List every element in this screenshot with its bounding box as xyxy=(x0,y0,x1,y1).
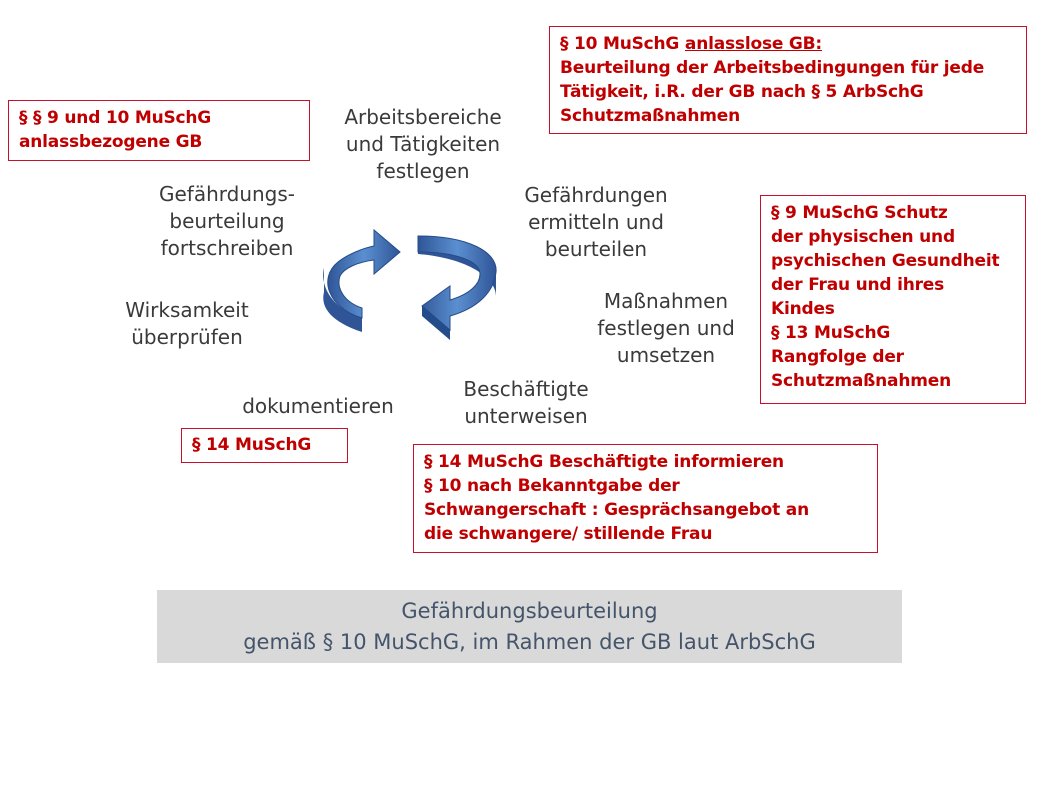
step-line: umsetzen xyxy=(616,343,716,367)
box-line: anlassbezogene GB xyxy=(19,132,203,152)
step-line: Beschäftigte xyxy=(463,377,589,401)
step-line: und Tätigkeiten xyxy=(345,132,501,156)
box-line: psychischen Gesundheit xyxy=(771,251,1000,271)
step-line: Gefährdungen xyxy=(524,183,668,207)
box-prefix: § 10 MuSchG xyxy=(560,34,685,54)
footer-subtitle: gemäß § 10 MuSchG, im Rahmen der GB laut ArbSchG xyxy=(243,630,816,654)
box-schutz-rangfolge xyxy=(760,195,1026,404)
box-line: Beurteilung der Arbeitsbedingungen für jede xyxy=(560,58,985,78)
step-instruct-employees xyxy=(440,376,612,430)
step-line: Maßnahmen xyxy=(603,289,729,313)
box-line: Schutzmaßnahmen xyxy=(771,371,951,391)
box-underlined: anlasslose GB: xyxy=(684,34,823,54)
step-define-work-areas xyxy=(333,104,513,185)
step-line: beurteilen xyxy=(544,237,648,261)
step-line: fortschreiben xyxy=(160,236,294,260)
box-dokumentation xyxy=(181,428,348,463)
step-assess-hazards xyxy=(510,182,682,263)
footer-banner xyxy=(157,590,902,663)
arrow-right-lower xyxy=(418,236,496,340)
step-check-effectiveness xyxy=(108,297,266,351)
step-line: unterweisen xyxy=(464,404,588,428)
box-line: Tätigkeit, i.R. der GB nach § 5 ArbSchG xyxy=(560,82,924,102)
box-informieren xyxy=(413,444,878,553)
box-line: Schutzmaßnahmen xyxy=(560,106,740,126)
box-line: § 9 MuSchG Schutz xyxy=(771,203,948,223)
box-line: Schwangerschaft : Gesprächsangebot an xyxy=(424,500,809,520)
box-anlasslose-gb xyxy=(549,26,1027,134)
box-line: die schwangere/ stillende Frau xyxy=(424,524,713,544)
step-line: festlegen und xyxy=(597,316,735,340)
box-line: § 10 nach Bekanntgabe der xyxy=(424,476,680,496)
box-line: § 14 MuSchG xyxy=(192,435,312,455)
step-line: beurteilung xyxy=(169,209,285,233)
box-line: Kindes xyxy=(771,299,835,319)
footer-title: Gefährdungsbeurteilung xyxy=(401,599,658,623)
box-line: der physischen und xyxy=(771,227,955,247)
box-line: Rangfolge der xyxy=(771,347,904,367)
box-line: § § 9 und 10 MuSchG xyxy=(19,108,212,128)
step-line: überprüfen xyxy=(131,325,243,349)
box-line xyxy=(560,32,1016,56)
step-line: festlegen xyxy=(376,159,470,183)
step-line: Wirksamkeit xyxy=(125,298,249,322)
step-define-measures xyxy=(580,288,752,369)
arrow-left-upper xyxy=(323,230,400,332)
step-line: Arbeitsbereiche xyxy=(344,105,502,129)
box-line: § 13 MuSchG xyxy=(771,323,891,343)
step-line: dokumentieren xyxy=(242,394,394,418)
step-line: ermitteln und xyxy=(528,210,664,234)
cycle-arrows-icon xyxy=(318,222,502,346)
box-line: § 14 MuSchG Beschäftigte informieren xyxy=(424,452,784,472)
box-line: der Frau und ihres xyxy=(771,275,945,295)
step-line: Gefährdungs- xyxy=(158,182,296,206)
step-document xyxy=(228,393,408,420)
step-update-assessment xyxy=(142,181,312,262)
box-anlassbezogene-gb xyxy=(8,100,310,161)
